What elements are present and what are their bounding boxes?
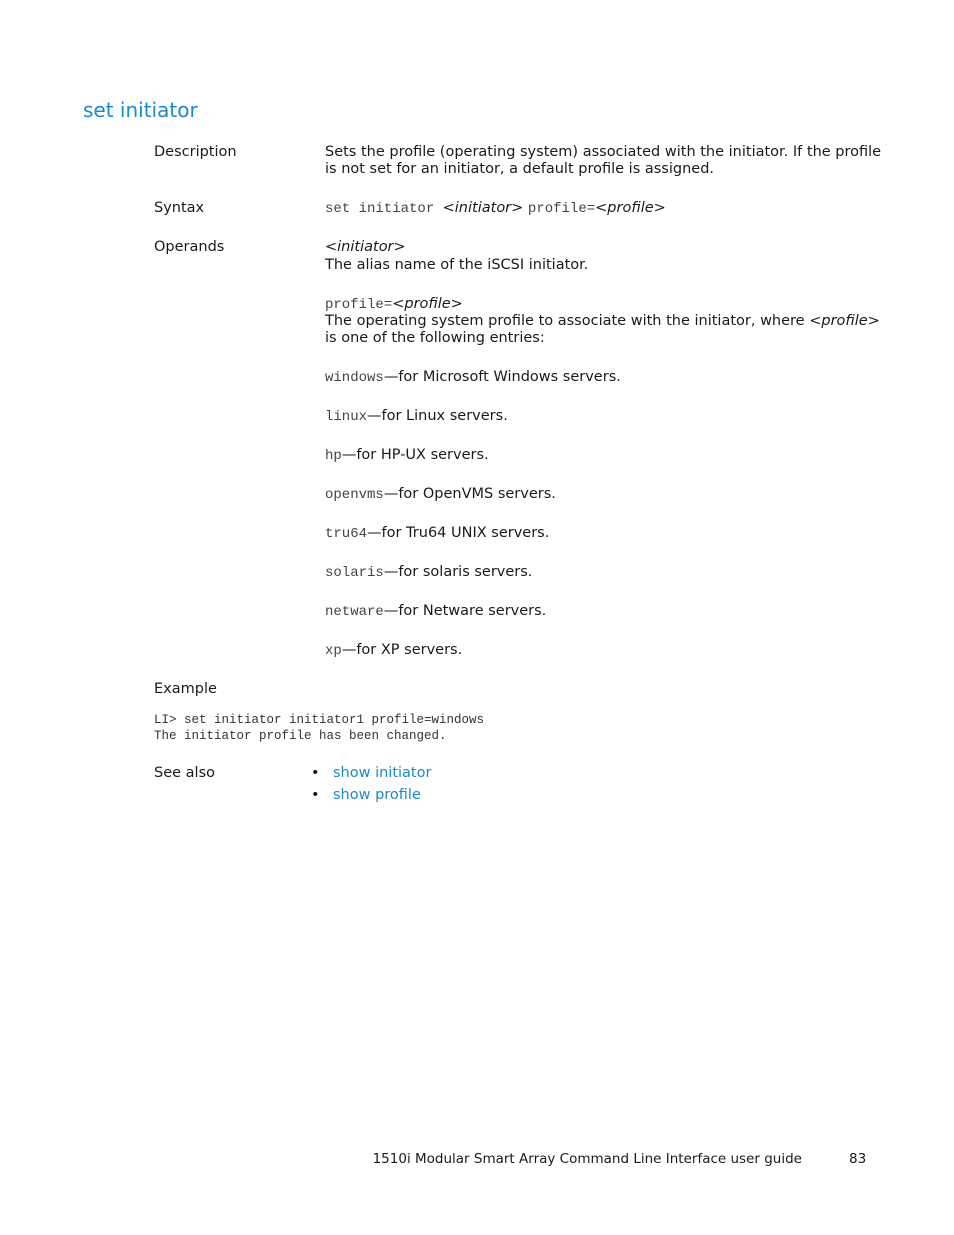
profile-entry-text: —for Netware servers. xyxy=(383,603,547,619)
syntax-arg1-open: < xyxy=(442,200,455,216)
profile-entry xyxy=(325,564,532,582)
profile-entry xyxy=(325,447,489,465)
operand-profile-desc-a: The operating system profile to associate with the initiator, where < xyxy=(325,313,822,329)
operand-profile xyxy=(325,296,463,314)
link-show-profile[interactable]: show profile xyxy=(333,787,421,803)
operand-initiator-name: initiator xyxy=(337,239,394,255)
profile-entry-text: —for Tru64 UNIX servers. xyxy=(367,525,550,541)
profile-entry-text: —for solaris servers. xyxy=(383,564,533,580)
profile-entry-text: —for HP-UX servers. xyxy=(341,447,489,463)
description-line-1: Sets the profile (operating system) associated with the initiator. If the profile xyxy=(325,144,882,160)
profile-entry-code: hp xyxy=(325,448,342,464)
syntax-arg2: profile xyxy=(607,200,654,216)
link-show-initiator[interactable]: show initiator xyxy=(333,765,432,781)
profile-entry xyxy=(325,603,546,621)
syntax-arg1: initiator xyxy=(454,200,512,216)
profile-entry-text: —for Microsoft Windows servers. xyxy=(383,369,621,385)
description-line-2: is not set for an initiator, a default profile is assigned. xyxy=(325,161,715,177)
operand-initiator-close: > xyxy=(393,239,406,255)
syntax-arg1-close: > xyxy=(511,200,528,216)
profile-entry xyxy=(325,525,549,543)
page-number: 83 xyxy=(849,1151,867,1167)
profile-entry-code: solaris xyxy=(325,565,384,581)
operand-profile-name: profile xyxy=(404,296,451,312)
footer-guide-title: 1510i Modular Smart Array Command Line Interface user guide xyxy=(372,1151,802,1167)
operands-label: Operands xyxy=(154,239,225,255)
operand-profile-open: < xyxy=(392,296,405,312)
page-title: set initiator xyxy=(83,98,198,122)
operand-profile-desc xyxy=(325,313,880,330)
operand-profile-desc-c: > xyxy=(867,313,880,329)
profile-entry-code: xp xyxy=(325,643,342,659)
see-also-label: See also xyxy=(154,765,215,781)
syntax-arg2-close: > xyxy=(653,200,666,216)
profile-entry-code: tru64 xyxy=(325,526,368,542)
profile-entry-code: netware xyxy=(325,604,384,620)
syntax-label: Syntax xyxy=(154,200,205,216)
syntax-arg2-open: < xyxy=(595,200,608,216)
operand-profile-desc-b: profile xyxy=(821,313,868,329)
profile-entry xyxy=(325,642,462,660)
profile-entry xyxy=(325,369,621,387)
profile-entry xyxy=(325,408,508,426)
operand-profile-close: > xyxy=(450,296,463,312)
syntax-param: profile= xyxy=(527,201,596,217)
profile-entry-text: —for OpenVMS servers. xyxy=(383,486,556,502)
profile-entry-code: openvms xyxy=(325,487,384,503)
profile-entry-text: —for Linux servers. xyxy=(367,408,508,424)
operand-profile-desc-line2: is one of the following entries: xyxy=(325,330,545,346)
bullet-icon: • xyxy=(311,787,320,803)
operand-initiator-open: < xyxy=(325,239,338,255)
bullet-icon: • xyxy=(311,765,320,781)
profile-entry-text: —for XP servers. xyxy=(341,642,463,658)
example-code-line-1: LI> set initiator initiator1 profile=windows xyxy=(154,713,485,727)
description-label: Description xyxy=(154,144,237,160)
example-label: Example xyxy=(154,681,217,697)
profile-entry xyxy=(325,486,556,504)
example-code-line-2: The initiator profile has been changed. xyxy=(154,729,447,743)
profile-entry-code: linux xyxy=(325,409,368,425)
operand-profile-param: profile= xyxy=(325,297,393,313)
operand-initiator-desc: The alias name of the iSCSI initiator. xyxy=(325,257,589,273)
profile-entry-code: windows xyxy=(325,370,384,386)
syntax-line xyxy=(325,200,666,218)
operand-initiator xyxy=(325,239,406,256)
syntax-command: set initiator xyxy=(325,201,443,217)
